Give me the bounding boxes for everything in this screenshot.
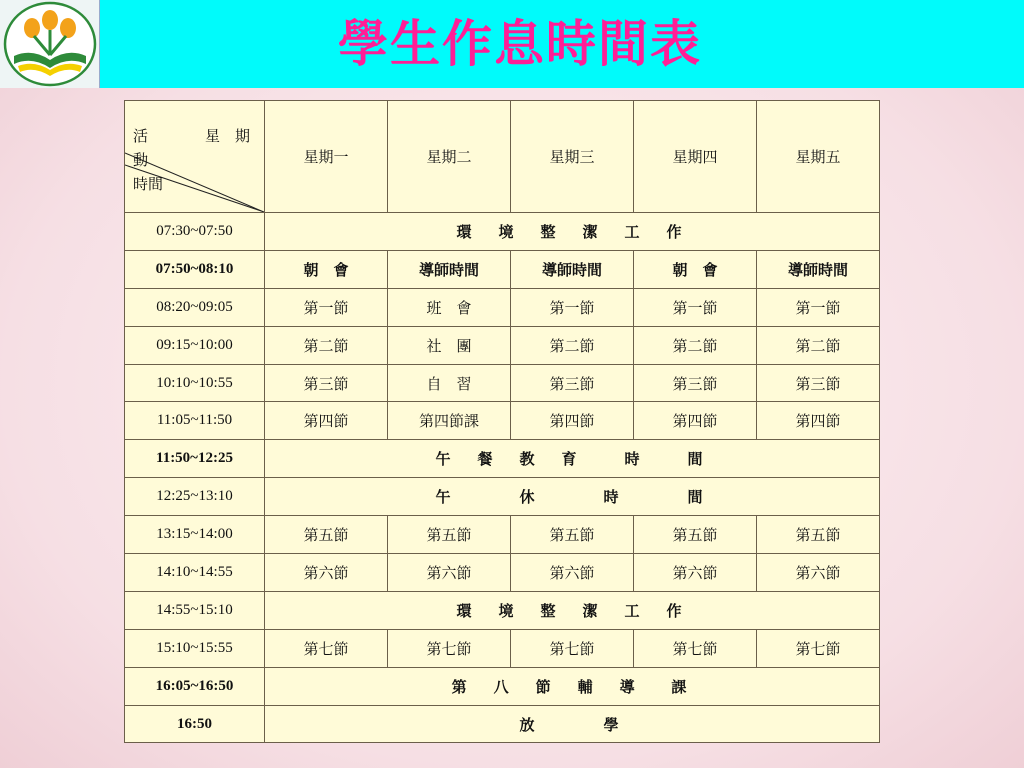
table-row	[125, 213, 880, 251]
span-cell: 環 境 整 潔 工 作	[265, 591, 880, 629]
day-header: 星期三	[511, 101, 634, 213]
span-cell: 放 學	[265, 705, 880, 743]
period-cell: 第二節	[511, 326, 634, 364]
period-cell: 朝 會	[265, 250, 388, 288]
period-cell: 第一節	[757, 288, 880, 326]
period-cell: 第四節課	[388, 402, 511, 440]
table-row	[125, 516, 880, 554]
time-cell: 16:50	[125, 705, 265, 743]
time-cell: 13:15~14:00	[125, 516, 265, 554]
period-cell: 導師時間	[757, 250, 880, 288]
period-cell: 第五節	[757, 516, 880, 554]
period-cell: 第五節	[511, 516, 634, 554]
period-cell: 第三節	[634, 364, 757, 402]
header-bar	[0, 0, 1024, 88]
table-row	[125, 326, 880, 364]
time-cell: 08:20~09:05	[125, 288, 265, 326]
corner-cell	[125, 101, 265, 213]
day-header: 星期五	[757, 101, 880, 213]
page-title: 學生作息時間表	[338, 14, 702, 73]
time-cell: 07:50~08:10	[125, 250, 265, 288]
period-cell: 導師時間	[511, 250, 634, 288]
table-row	[125, 667, 880, 705]
period-cell: 第二節	[757, 326, 880, 364]
table-row	[125, 364, 880, 402]
period-cell: 第四節	[265, 402, 388, 440]
period-cell: 第四節	[757, 402, 880, 440]
timetable	[124, 100, 880, 743]
period-cell: 第四節	[634, 402, 757, 440]
table-row	[125, 402, 880, 440]
corner-time: 時間	[133, 177, 164, 193]
table-row	[125, 478, 880, 516]
logo-icon	[0, 0, 100, 88]
period-cell: 第五節	[388, 516, 511, 554]
period-cell: 第二節	[634, 326, 757, 364]
period-cell: 第六節	[757, 554, 880, 592]
period-cell: 第一節	[511, 288, 634, 326]
day-header: 星期二	[388, 101, 511, 213]
time-cell: 11:05~11:50	[125, 402, 265, 440]
period-cell: 第四節	[511, 402, 634, 440]
period-cell: 第三節	[265, 364, 388, 402]
table-row	[125, 705, 880, 743]
school-logo	[0, 0, 100, 88]
table-row	[125, 554, 880, 592]
table-row	[125, 591, 880, 629]
period-cell: 第七節	[511, 629, 634, 667]
period-cell: 社 團	[388, 326, 511, 364]
period-cell: 第五節	[265, 516, 388, 554]
day-header: 星期一	[265, 101, 388, 213]
period-cell: 第七節	[265, 629, 388, 667]
period-cell: 朝 會	[634, 250, 757, 288]
table-row	[125, 440, 880, 478]
table-row	[125, 288, 880, 326]
time-cell: 12:25~13:10	[125, 478, 265, 516]
span-cell: 午 餐 教 育 時 間	[265, 440, 880, 478]
period-cell: 班 會	[388, 288, 511, 326]
corner-activity-1: 活	[133, 129, 149, 145]
period-cell: 第五節	[634, 516, 757, 554]
time-cell: 14:10~14:55	[125, 554, 265, 592]
corner-activity-2: 動	[133, 153, 149, 169]
time-cell: 09:15~10:00	[125, 326, 265, 364]
time-cell: 14:55~15:10	[125, 591, 265, 629]
day-header: 星期四	[634, 101, 757, 213]
span-cell: 午 休 時 間	[265, 478, 880, 516]
time-cell: 10:10~10:55	[125, 364, 265, 402]
time-cell: 11:50~12:25	[125, 440, 265, 478]
table-row	[125, 250, 880, 288]
span-cell: 環 境 整 潔 工 作	[265, 213, 880, 251]
corner-weekday: 星 期	[205, 129, 251, 145]
header-row	[125, 101, 880, 213]
table-row	[125, 629, 880, 667]
period-cell: 第六節	[265, 554, 388, 592]
time-cell: 16:05~16:50	[125, 667, 265, 705]
period-cell: 第七節	[757, 629, 880, 667]
period-cell: 第七節	[388, 629, 511, 667]
span-cell: 第 八 節 輔 導 課	[265, 667, 880, 705]
time-cell: 07:30~07:50	[125, 213, 265, 251]
time-cell: 15:10~15:55	[125, 629, 265, 667]
period-cell: 導師時間	[388, 250, 511, 288]
period-cell: 第三節	[511, 364, 634, 402]
period-cell: 第二節	[265, 326, 388, 364]
period-cell: 第六節	[388, 554, 511, 592]
period-cell: 第三節	[757, 364, 880, 402]
period-cell: 第一節	[265, 288, 388, 326]
period-cell: 自 習	[388, 364, 511, 402]
period-cell: 第六節	[511, 554, 634, 592]
period-cell: 第一節	[634, 288, 757, 326]
period-cell: 第七節	[634, 629, 757, 667]
period-cell: 第六節	[634, 554, 757, 592]
